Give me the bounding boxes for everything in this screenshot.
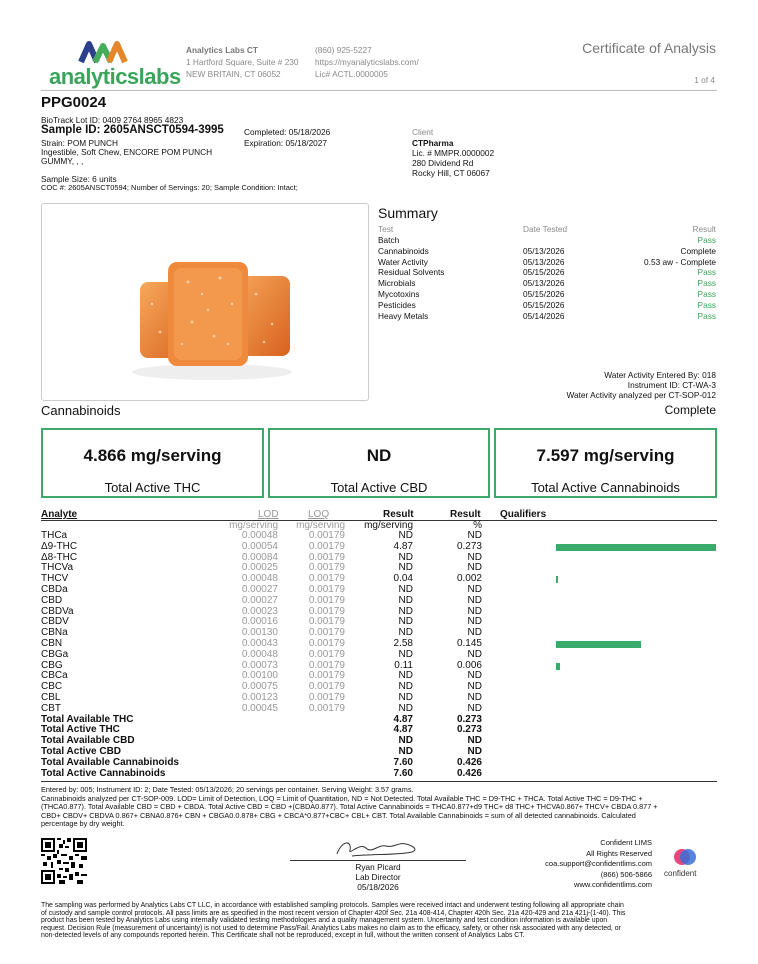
lab-phone: (860) 925-5227 <box>315 45 372 55</box>
analyte-loq: 0.00179 <box>308 573 345 585</box>
analyte-loq: 0.00179 <box>308 584 345 595</box>
summary-test-name: Batch <box>378 235 400 245</box>
analyte-name: Δ9-THC <box>41 540 78 552</box>
summary-test-result: 0.53 aw - Complete <box>644 256 716 267</box>
analyte-name: CBCa <box>41 670 68 682</box>
analyte-result-mg: 2.58 <box>393 638 413 649</box>
total-active-cannabinoids-label: Total Active Cannabinoids <box>531 480 680 495</box>
notes-line-2: Cannabinoids analyzed per CT-SOP-009. LOD= Limit of Detection, LOQ = Limit of Quantitation, ND = Not Detected. Total Available THC = D9-THC + THCA. Total Active THC = D9-THC + <box>41 793 643 803</box>
analyte-lod: 0.00054 <box>241 540 278 552</box>
analyte-loq: 0.00179 <box>308 670 345 682</box>
analyte-result-pct: ND <box>467 616 482 628</box>
analyte-result-pct: 0.006 <box>456 659 482 671</box>
analyte-result-mg: ND <box>398 670 413 682</box>
analyte-name: THCVa <box>41 562 74 574</box>
analyte-name: CBDV <box>41 616 69 628</box>
total-result-pct: 0.426 <box>456 767 482 779</box>
analyte-result-pct: ND <box>467 605 482 617</box>
summary-test-date: 05/15/2026 <box>523 289 565 299</box>
analyte-lod: 0.00027 <box>241 594 278 606</box>
lims-email[interactable]: coa.support@confidentlims.com <box>545 859 652 868</box>
unit-result-pct: % <box>473 520 482 531</box>
analyte-loq: 0.00179 <box>308 659 345 671</box>
col-result-mg: Result <box>383 509 414 520</box>
lab-address-1: 1 Hartford Square, Suite # 230 <box>186 57 299 67</box>
analyte-name: CBL <box>41 692 61 703</box>
analyte-result-mg: 4.87 <box>393 540 413 552</box>
analyte-lod: 0.00043 <box>241 638 278 649</box>
doc-title: Certificate of Analysis <box>582 40 716 56</box>
disclaimer-line-4: request. Decision Rule (measurement of uncertainty) is not used to determine Pass/Fail. Analytics Labs makes no claim as to the efficacy, safety, or other risk associated with any detected, or <box>41 924 621 932</box>
cannabinoids-heading: Cannabinoids <box>41 403 121 418</box>
total-name: Total Available THC <box>41 713 134 725</box>
water-activity-info <box>566 370 716 400</box>
result-bar <box>556 544 716 551</box>
client-block <box>412 127 494 178</box>
analyte-result-mg: ND <box>398 530 413 541</box>
signer-title: Lab Director <box>355 872 401 882</box>
total-result-mg: ND <box>398 735 413 747</box>
analyte-result-pct: ND <box>467 551 482 563</box>
analyte-loq: 0.00179 <box>308 562 345 574</box>
method-notes <box>41 786 721 829</box>
analyte-lod: 0.00025 <box>241 562 278 574</box>
unit-lod: mg/serving <box>229 520 278 531</box>
total-name: Total Active Cannabinoids <box>41 767 166 779</box>
sample-type-2: GUMMY, , , <box>41 156 84 166</box>
summary-test-name: Microbials <box>378 278 416 289</box>
analyte-lod: 0.00100 <box>241 670 278 682</box>
water-activity-instrument: Instrument ID: CT-WA-3 <box>627 380 716 390</box>
disclaimer-line-5: non-detected levels of any compounds reported herein. This Certificate shall not be reproduced, except in full, without the written consent of Analytics Labs CT. <box>41 932 525 940</box>
lab-info <box>186 45 299 79</box>
analyte-result-mg: ND <box>398 605 413 617</box>
analyte-result-mg: ND <box>398 594 413 606</box>
coc-info: COC #: 2605ANSCT0594; Number of Servings: 20; Sample Condition: Intact; <box>41 183 298 192</box>
expiration-date: Expiration: 05/18/2027 <box>244 138 328 148</box>
col-result-pct: Result <box>450 509 481 520</box>
analyte-loq: 0.00179 <box>308 616 345 628</box>
summary-test-date: 05/13/2026 <box>523 245 565 256</box>
analyte-lod: 0.00016 <box>241 616 278 628</box>
analyte-lod: 0.00045 <box>241 702 278 714</box>
analyte-name: CBDa <box>41 584 68 595</box>
confident-logo <box>664 847 704 887</box>
disclaimer <box>41 902 721 940</box>
summary-test-result: Pass <box>697 310 716 321</box>
table-footer-rule <box>41 781 717 782</box>
gummy-image <box>42 204 368 400</box>
analyte-lod: 0.00123 <box>241 692 278 703</box>
lab-name: Analytics Labs CT <box>186 45 258 55</box>
analyte-result-mg: ND <box>398 584 413 595</box>
client-license: Lic. # MMPR.0000002 <box>412 148 495 158</box>
summary-test-result: Pass <box>697 299 716 310</box>
total-result-pct: ND <box>467 735 482 747</box>
lab-logo <box>46 38 181 90</box>
qr-code[interactable] <box>41 838 87 884</box>
result-bar <box>556 576 558 583</box>
analyte-result-mg: ND <box>398 681 413 693</box>
col-lod: LOD <box>258 509 279 520</box>
total-result-pct: 0.273 <box>456 724 482 736</box>
total-active-thc-label: Total Active THC <box>104 480 201 495</box>
lims-phone: (866) 506-5866 <box>600 869 652 879</box>
lab-website[interactable]: https://myanalyticslabs.com/ <box>315 57 419 67</box>
analyte-result-mg: ND <box>398 627 413 639</box>
analyte-loq: 0.00179 <box>308 594 345 606</box>
summary-test-name: Mycotoxins <box>378 289 420 299</box>
total-active-cbd-value: ND <box>366 446 392 465</box>
col-loq: LOQ <box>308 509 330 520</box>
analyte-lod: 0.00023 <box>241 605 278 617</box>
analyte-result-pct: ND <box>467 530 482 541</box>
signature-mark <box>332 838 422 860</box>
analyte-result-pct: ND <box>467 670 482 682</box>
analyte-loq: 0.00179 <box>308 605 345 617</box>
total-active-cbd-box <box>268 428 490 498</box>
analyte-result-pct: ND <box>467 594 482 606</box>
summary-title: Summary <box>378 205 438 221</box>
sample-id: Sample ID: 2605ANSCT0594-3995 <box>41 124 224 136</box>
analyte-lod: 0.00027 <box>241 584 278 595</box>
summary-test-name: Water Activity <box>378 256 428 267</box>
lims-website[interactable]: www.confidentlims.com <box>574 880 652 889</box>
client-address-2: Rocky Hill, CT 06067 <box>412 168 490 178</box>
analyte-name: CBDVa <box>41 605 74 617</box>
analyte-result-mg: ND <box>398 562 413 574</box>
sample-type: Ingestible, Soft Chew, ENCORE POM PUNCH <box>41 147 213 157</box>
summary-test-name: Pesticides <box>378 299 416 310</box>
signature <box>332 838 422 860</box>
signer-block <box>290 862 466 892</box>
sample-strain: Strain: POM PUNCH <box>41 138 118 148</box>
analyte-loq: 0.00179 <box>308 702 345 714</box>
analyte-loq: 0.00179 <box>308 530 345 541</box>
analyte-result-mg: ND <box>398 702 413 714</box>
analyte-lod: 0.00073 <box>241 659 278 671</box>
analyte-result-pct: 0.145 <box>456 638 482 649</box>
notes-line-5: percentage by dry weight. <box>41 819 125 829</box>
summary-test-result: Pass <box>697 267 716 278</box>
signer-date: 05/18/2026 <box>357 882 399 892</box>
analyte-name: THCa <box>41 530 68 541</box>
analyte-name: CBN <box>41 638 63 649</box>
total-active-thc-box <box>41 428 264 498</box>
unit-loq: mg/serving <box>296 520 345 531</box>
analyte-result-pct: ND <box>467 648 482 660</box>
lims-name: Confident LIMS <box>600 838 652 847</box>
analyte-result-mg: ND <box>398 692 413 703</box>
product-image <box>41 203 369 401</box>
analyte-name: CBD <box>41 594 63 606</box>
analyte-result-pct: ND <box>467 584 482 595</box>
analyte-lod: 0.00075 <box>241 681 278 693</box>
analyte-result-mg: 0.11 <box>394 659 413 671</box>
total-result-mg: 7.60 <box>393 767 413 779</box>
analyte-lod: 0.00084 <box>241 551 278 563</box>
completed-date: Completed: 05/18/2026 <box>244 127 331 137</box>
confident-logo-text: confident <box>664 869 697 878</box>
analyte-result-pct: 0.002 <box>456 573 482 585</box>
analyte-result-pct: 0.273 <box>456 540 482 552</box>
analyte-loq: 0.00179 <box>308 540 345 552</box>
total-active-thc-value: 4.866 mg/serving <box>83 446 222 465</box>
analyte-result-pct: ND <box>467 681 482 693</box>
col-analyte: Analyte <box>41 509 78 520</box>
analyte-loq: 0.00179 <box>308 648 345 660</box>
analyte-lod: 0.00048 <box>241 648 278 660</box>
analyte-lod: 0.00048 <box>241 573 278 585</box>
summary-test-result: Pass <box>697 289 716 299</box>
analyte-loq: 0.00179 <box>308 681 345 693</box>
notes-line-3: (THCA0.877). Total Available CBD = CBD + CBDA. Total Active CBD = CBD +(CBDA0.877). Total Active Cannabinoids = THCA0.877+d9 THC+ d8 THC+ THCVA0.867+ THCV+ CBDA 0.877 + <box>41 802 658 812</box>
total-active-cannabinoids-value: 7.597 mg/serving <box>536 446 675 465</box>
analyte-result-pct: ND <box>467 702 482 714</box>
total-result-pct: 0.426 <box>456 756 482 768</box>
analyte-loq: 0.00179 <box>308 692 345 703</box>
notes-line-4: CBD+ CBDV+ CBDVA 0.867+ CBNA0.876+ CBN + CBGA0.0.878+ CBG + CBCA*0.877+CBC+ CBL+ CBT. Total Available Cannabinoids = sum of all detected cannabinoids. Calculated <box>41 810 636 820</box>
summary-test-date: 05/13/2026 <box>523 278 565 289</box>
disclaimer-line-2: of custody and sample control protocols. All pass limits are as specified in the most recent version of Chapter 420f Sec. 21a 408-414, Chapter 420h Sec. 21a 420-429 and 21a 421j-(1-40). This <box>41 909 626 917</box>
result-bar <box>556 641 641 648</box>
analyte-result-mg: ND <box>398 616 413 628</box>
summary-test-date: 05/15/2026 <box>523 267 565 278</box>
summary-header-date: Date Tested <box>523 224 568 234</box>
total-result-mg: 4.87 <box>393 724 413 736</box>
sample-size: Sample Size: 6 units <box>41 174 117 184</box>
total-name: Total Available CBD <box>41 735 135 747</box>
summary-test-date: 05/13/2026 <box>523 256 565 267</box>
client-name: CTPharma <box>412 138 454 148</box>
analyte-result-mg: ND <box>398 551 413 563</box>
signer-name: Ryan Picard <box>355 862 401 872</box>
summary-test-result: Complete <box>680 245 716 256</box>
total-active-cbd-label: Total Active CBD <box>330 480 428 495</box>
qr-code-icon <box>41 838 87 884</box>
analyte-loq: 0.00179 <box>308 627 345 639</box>
total-name: Total Available Cannabinoids <box>41 756 179 768</box>
confident-logo-icon <box>673 847 697 867</box>
col-qualifiers: Qualifiers <box>500 509 547 520</box>
unit-result-mg: mg/serving <box>364 520 413 531</box>
analyte-name: Δ8-THC <box>41 551 78 563</box>
analyte-lod: 0.00130 <box>241 627 278 639</box>
total-result-mg: 4.87 <box>393 713 413 725</box>
biotrack-id: BioTrack Lot ID: 0409 2764 8965 4823 <box>41 115 184 125</box>
summary-test-result: Pass <box>697 235 716 245</box>
water-activity-sop: Water Activity analyzed per CT-SOP-012 <box>566 390 716 400</box>
analyte-name: CBGa <box>41 648 69 660</box>
summary-header-test: Test <box>378 224 394 234</box>
summary-test-name: Heavy Metals <box>378 310 429 321</box>
cannabinoids-status: Complete <box>664 403 716 417</box>
result-bar <box>556 663 560 670</box>
total-name: Total Active THC <box>41 724 120 736</box>
total-result-mg: 7.60 <box>393 756 413 768</box>
total-name: Total Active CBD <box>41 746 122 757</box>
lab-license: Lic# ACTL.0000005 <box>315 69 388 79</box>
summary-test-date: 05/14/2026 <box>523 310 565 321</box>
summary-test-name: Residual Solvents <box>378 267 445 278</box>
analyte-result-mg: 0.04 <box>393 573 413 585</box>
analyte-name: THCV <box>41 573 69 585</box>
sample-code: PPG0024 <box>41 94 107 111</box>
summary-test-date: 05/15/2026 <box>523 299 565 310</box>
lab-contact <box>315 45 419 79</box>
water-activity-entered: Water Activity Entered By: 018 <box>604 370 716 380</box>
lab-logo-text: analyticslabs <box>49 64 181 89</box>
total-result-pct: 0.273 <box>456 713 482 725</box>
disclaimer-line-3: product has been tested by Analytics Labs using internally validated testing methodologies and a quality management system. Uncertainty and test condition information is available upon <box>41 917 608 925</box>
summary-test-name: Cannabinoids <box>378 245 429 256</box>
total-result-pct: ND <box>467 746 482 757</box>
analyte-loq: 0.00179 <box>308 638 345 649</box>
analyte-loq: 0.00179 <box>308 551 345 563</box>
total-result-mg: ND <box>398 746 413 757</box>
analyte-lod: 0.00048 <box>241 530 278 541</box>
disclaimer-line-1: The sampling was performed by Analytics Labs CT LLC, in accordance with established sampling protocols. Samples were received intact and underwent testing following all appropriate chain <box>41 902 624 909</box>
lims-rights: All Rights Reserved <box>586 848 652 858</box>
lab-address-2: NEW BRITAIN, CT 06052 <box>186 69 281 79</box>
analyte-name: CBT <box>41 702 61 714</box>
analyte-name: CBC <box>41 681 63 693</box>
analyte-result-pct: ND <box>467 562 482 574</box>
notes-line-1: Entered by: 005; Instrument ID: 2; Date Tested: 05/13/2026; 20 servings per container. Serving Weight: 3.57 grams. <box>41 785 414 794</box>
analyte-result-pct: ND <box>467 692 482 703</box>
client-label: Client <box>412 127 434 137</box>
client-address-1: 280 Dividend Rd <box>412 158 474 168</box>
total-active-cannabinoids-box <box>494 428 717 498</box>
analyte-result-pct: ND <box>467 627 482 639</box>
summary-header-result: Result <box>692 224 716 234</box>
analyte-name: CBG <box>41 659 63 671</box>
page-number: 1 of 4 <box>694 75 715 85</box>
analyte-result-mg: ND <box>398 648 413 660</box>
summary-test-result: Pass <box>697 278 716 289</box>
analyte-name: CBNa <box>41 627 68 639</box>
signature-line <box>290 860 466 861</box>
header-divider <box>41 90 717 91</box>
lims-block <box>545 838 652 891</box>
